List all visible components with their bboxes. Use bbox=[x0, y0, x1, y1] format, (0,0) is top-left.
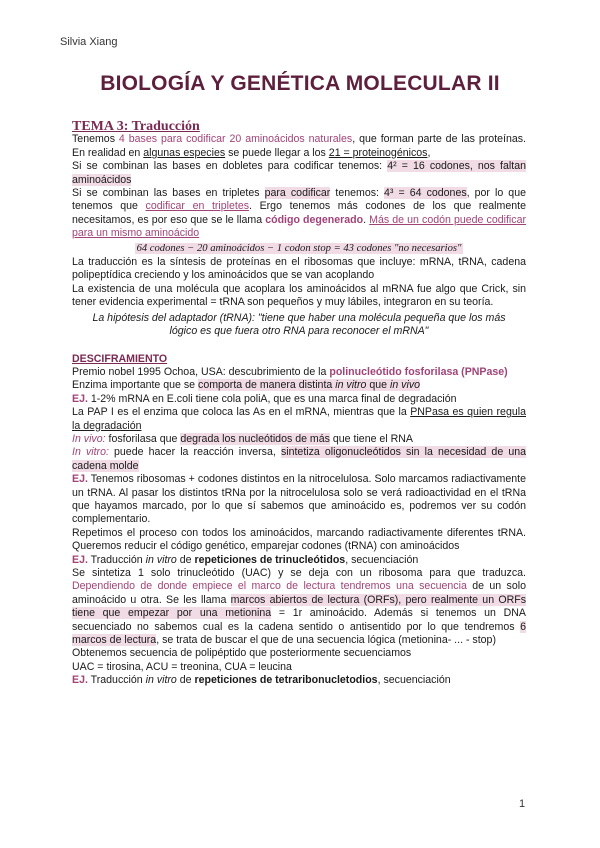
paragraph-doublets bbox=[72, 160, 526, 187]
paragraph-in-vivo bbox=[72, 433, 526, 446]
example-label: EJ. bbox=[72, 674, 88, 687]
underlined-text: algunas especies bbox=[143, 146, 226, 159]
paragraph-pap bbox=[72, 406, 526, 433]
section-heading: DESCIFRAMIENTO bbox=[72, 352, 168, 365]
text: , bbox=[427, 146, 431, 159]
paragraph-example-trinucleotides bbox=[72, 554, 526, 567]
text: se puede llegar a los bbox=[225, 146, 329, 159]
italic-term: In vivo: bbox=[72, 432, 106, 445]
bold-term: repeticiones de trinucleótidos bbox=[194, 553, 346, 566]
page-number: 1 bbox=[519, 798, 526, 810]
document-body bbox=[72, 120, 526, 688]
highlight-text: que bbox=[366, 379, 390, 392]
text: de un solo aminoácido u otra. Se les llama bbox=[72, 580, 526, 606]
highlight-text: marcos abiertos de lectura (ORFs), pero realmente un ORFs tiene que empezar por una metionina bbox=[72, 593, 526, 620]
text: Enzima importante que se bbox=[72, 379, 199, 392]
underlined-text: 21 = proteinogénicos bbox=[328, 146, 428, 159]
underlined-text: PNPasa es quien regula la degradación bbox=[72, 406, 526, 432]
text: = 1r aminoácido. Además si tenemos un DNA secuenciado no sabemos cual es la cadena sentido o antisentido por lo que tendremos bbox=[72, 607, 526, 633]
bold-term: polinucleótido fosforilasa (PNPase) bbox=[329, 365, 508, 378]
text: Tenemos ribosomas + codones distintos en la nitrocelulosa. Solo marcamos radiactivamente un tRNA. Al pasar los distintos tRNa por la nitrocelulosa solo se verá radioactividad en el tRNa que hayamos marcado, por lo que sí sabemos que aminoácido es, podremos ver su codón complementario. bbox=[72, 473, 526, 526]
text: de bbox=[176, 674, 195, 687]
page-title: BIOLOGÍA Y GENÉTICA MOLECULAR II bbox=[100, 72, 500, 95]
paragraph-polypeptide: Obtenemos secuencia de polipéptido que posteriormente secuenciamos bbox=[72, 647, 412, 660]
text: , se trata de buscar el que de una secuencia lógica (metionina- ... - stop) bbox=[156, 634, 496, 647]
text: Se sintetiza 1 solo trinucleótido (UAC) y se deja con un ribosoma para que traduzca. bbox=[72, 567, 526, 579]
text: La PAP I es el enzima que coloca las As en el mRNA, mientras que la bbox=[72, 406, 411, 419]
text: Si se combinan las bases en dobletes para codificar tenemos: bbox=[72, 160, 388, 173]
text: Traducción bbox=[87, 553, 146, 566]
paragraph-example-polya bbox=[72, 393, 526, 406]
text: , por lo que tenemos que bbox=[72, 187, 526, 213]
highlight-text: Dependiendo de donde empiece el marco de lectura tendremos una secuencia bbox=[72, 580, 467, 593]
italic-term: in vitro bbox=[335, 379, 367, 392]
paragraph-enzyme bbox=[72, 379, 526, 392]
author-name: Silvia Xiang bbox=[60, 36, 118, 48]
underlined-text: Más de un codón puede codificar para un mismo aminoácido bbox=[72, 213, 526, 240]
paragraph-in-vitro bbox=[72, 446, 526, 473]
text: de bbox=[176, 553, 195, 566]
highlight-text: 6 marcos de lectura bbox=[72, 620, 526, 647]
highlight-text: 4² = 16 codones, nos faltan aminoácidos bbox=[72, 160, 526, 186]
text: . bbox=[363, 213, 370, 226]
paragraph-example-tetranucleotides bbox=[72, 674, 526, 687]
paragraph-ochoa bbox=[72, 366, 526, 379]
topic-heading: TEMA 3: Traducción bbox=[72, 119, 200, 134]
text: 1-2% mRNA en E.coli tiene cola poliA, que es una marca final de degradación bbox=[87, 392, 457, 405]
highlight-text: 4 bases para codificar 20 aminoácidos naturales bbox=[118, 133, 353, 146]
paragraph-triplets bbox=[72, 187, 526, 241]
adaptor-quote: La hipótesis del adaptador (tRNA): "tiene que haber una molécula pequeña que los más lógico es que fuera otro RNA para reconocer el mRNA" bbox=[92, 311, 506, 338]
codon-formula bbox=[72, 242, 526, 255]
text: , secuenciación bbox=[345, 553, 419, 566]
text: Premio nobel 1995 Ochoa, USA: descubrimiento de la bbox=[72, 365, 330, 378]
text: , secuenciación bbox=[377, 674, 451, 687]
example-label: EJ. bbox=[72, 473, 88, 486]
paragraph-orfs bbox=[72, 567, 526, 647]
highlight-text: para codificar bbox=[264, 187, 331, 200]
highlight-text: degrada los nucleótidos de más bbox=[180, 432, 330, 445]
underlined-text: codificar en tripletes bbox=[145, 200, 250, 213]
highlight-text: comporta de manera distinta bbox=[198, 379, 336, 392]
text: tenemos: bbox=[330, 187, 385, 200]
paragraph-bases bbox=[72, 133, 526, 160]
bold-term: código degenerado bbox=[265, 213, 364, 226]
text: Traducción bbox=[87, 674, 146, 687]
example-label: EJ. bbox=[72, 553, 88, 566]
italic-term: In vitro: bbox=[72, 446, 109, 459]
text: puede hacer la reacción inversa, bbox=[108, 446, 281, 459]
paragraph-crick: La existencia de una molécula que acoplara los aminoácidos al mRNA fue algo que Crick, sin tener evidencia experimental = tRNA son pequeños y muy lábiles, integraron en su teoría. bbox=[72, 282, 526, 309]
highlight-text: 4³ = 64 codones bbox=[384, 187, 467, 200]
text: , que forman parte de las proteínas. En realidad en bbox=[72, 133, 526, 159]
paragraph-example-ribosomes bbox=[72, 473, 526, 527]
text: Tenemos bbox=[72, 133, 119, 146]
text: Si se combinan las bases en tripletes bbox=[72, 187, 265, 200]
highlight-text: sintetiza oligonucleótidos sin la necesidad de una cadena molde bbox=[72, 446, 526, 472]
italic-term: in vitro bbox=[145, 674, 177, 687]
text: fosforilasa que bbox=[105, 432, 181, 445]
paragraph-translation: La traducción es la síntesis de proteínas en el ribosomas que incluye: mRNA, tRNA, cadena polipeptídica creciendo y los aminoácidos que se van acoplando bbox=[72, 256, 526, 282]
italic-term: in vitro bbox=[145, 553, 177, 566]
italic-term: in vivo bbox=[389, 379, 421, 392]
example-label: EJ. bbox=[72, 392, 88, 405]
text: . Ergo tenemos más codones de los que realmente necesitamos, es por eso que se le llama bbox=[72, 200, 526, 226]
paragraph-repeat: Repetimos el proceso con todos los aminoácidos, marcando radiactivamente diferentes tRNA. Queremos reducir el código genético, emparejar codones (tRNA) con aminoácidos bbox=[72, 526, 526, 553]
paragraph-codon-examples: UAC = tirosina, ACU = treonina, CUA = leucina bbox=[72, 660, 292, 673]
text: que tiene el RNA bbox=[329, 432, 413, 445]
formula-text: 64 codones − 20 aminoácidos − 1 codon stop = 43 codones "no necesarios" bbox=[136, 242, 462, 254]
bold-term: repeticiones de tetraribonucletodios bbox=[194, 674, 378, 687]
